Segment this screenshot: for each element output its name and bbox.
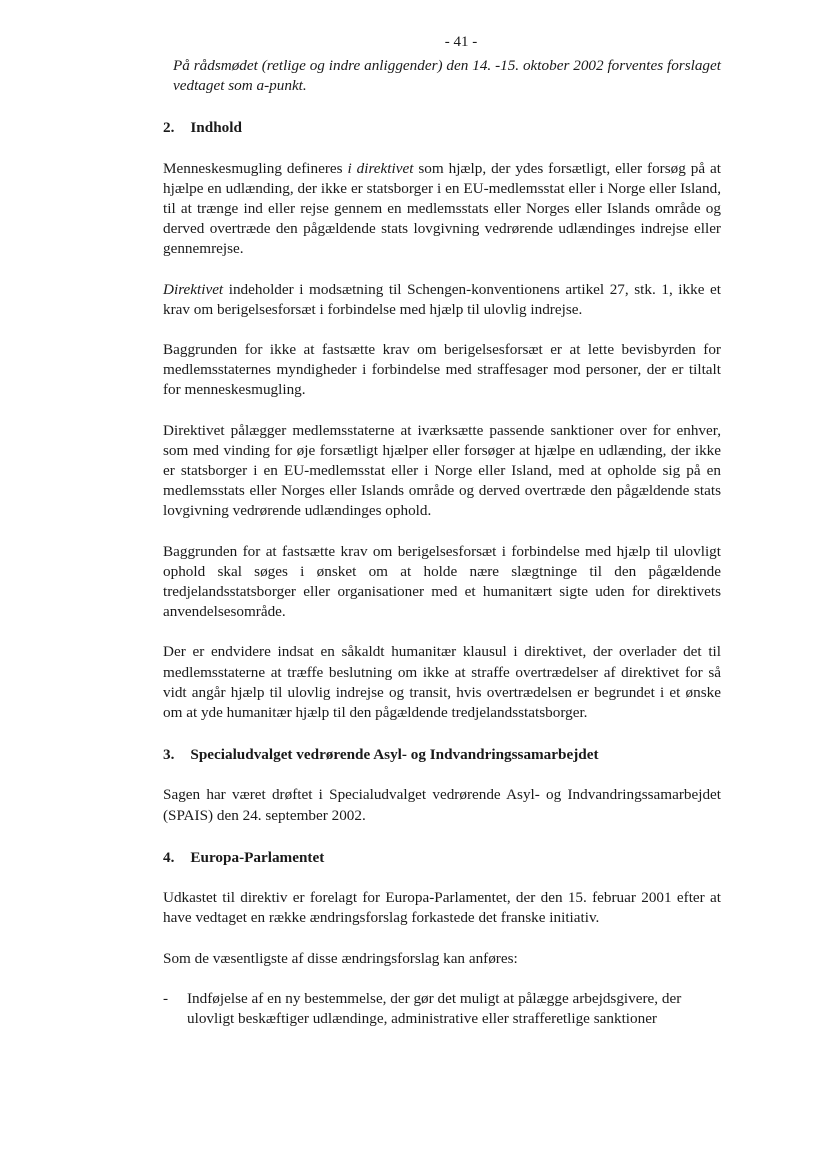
section-title: Europa-Parlamentet	[190, 848, 325, 866]
list-item	[163, 989, 721, 1029]
paragraph: Sagen har været drøftet i Specialudvalget vedrørende Asyl- og Indvandringssamarbejdet (SPAIS) den 24. september 2002.	[163, 786, 721, 824]
section-4-heading	[163, 848, 721, 868]
bullet-marker: -	[163, 989, 169, 1007]
page-number: - 41 -	[444, 34, 478, 50]
section-2-heading	[163, 118, 721, 138]
section-3-heading	[163, 745, 721, 765]
intro-paragraph: På rådsmødet (retlige og indre anliggender) den 14. -15. oktober 2002 forventes forslaget vedtaget som a-punkt.	[173, 57, 721, 95]
bullet-text: Indføjelse af en ny bestemmelse, der gør det muligt at pålægge arbejdsgivere, der ulovligt beskæftiger udlændinge, administrative eller strafferetlige sanktioner	[187, 989, 682, 1027]
paragraph: Udkastet til direktiv er forelagt for Europa-Parlamentet, der den 15. februar 2001 efter at have vedtaget en række ændringsforslag forkastede det franske initiativ.	[163, 889, 721, 927]
paragraph: Direktivet pålægger medlemsstaterne at iværksætte passende sanktioner over for enhver, som med vinding for øje forsætligt hjælper eller forsøger at hjælpe en udlænding, der ikke er statsborger i en EU-medlemsstat eller i Norge eller Island, med at opholde sig på en medlemsstats eller Norges eller Islands område og derved overtræde den pågældende stats lovgivning vedrørende udlændinges ophold.	[163, 421, 721, 520]
section-number: 3.	[163, 746, 175, 764]
document-body	[163, 56, 721, 1029]
paragraph: Menneskesmugling defineres i direktivet som hjælp, der ydes forsætligt, eller forsøg på at hjælpe en udlænding, der ikke er statsborger i en EU-medlemsstat eller i Norge eller Island, til at trænge ind eller rejse gennem en medlemsstats eller Norges eller Islands område og derved overtræde den pågældende stats lovgivning vedrørende udlændinges indrejse eller gennemrejse.	[163, 159, 721, 258]
section-number: 2.	[163, 119, 175, 137]
paragraph: Direktivet indeholder i modsætning til Schengen-konventionens artikel 27, stk. 1, ikke et krav om berigelsesforsæt i forbindelse med hjælp til ulovlig indrejse.	[163, 280, 721, 318]
section-title: Specialudvalget vedrørende Asyl- og Indvandringssamarbejdet	[190, 746, 599, 764]
paragraph: Som de væsentligste af disse ændringsforslag kan anføres:	[163, 949, 518, 967]
paragraph: Baggrunden for at fastsætte krav om berigelsesforsæt i forbindelse med hjælp til ulovligt ophold skal søges i ønsket om at holde nære slægtninge til den pågældende tredjelandsstatsborger eller organisationer med et humanitært sigte uden for direktivets anvendelsesområde.	[163, 542, 721, 621]
paragraph: Baggrunden for ikke at fastsætte krav om berigelsesforsæt er at lette bevisbyrden for medlemsstaternes myndigheder i forbindelse med straffesager mod personer, der er tiltalt for menneskesmugling.	[163, 341, 721, 399]
section-number: 4.	[163, 848, 175, 866]
section-title: Indhold	[190, 119, 242, 137]
paragraph: Der er endvidere indsat en såkaldt humanitær klausul i direktivet, der overlader det til medlemsstaterne at træffe beslutning om ikke at straffe overtrædelser af direktivet for så vidt angår hjælp til ulovlig indrejse og transit, hvis overtrædelsen er begrundet i et ønske om at yde humanitær hjælp til den pågældende tredjelandsstatsborger.	[163, 643, 721, 722]
